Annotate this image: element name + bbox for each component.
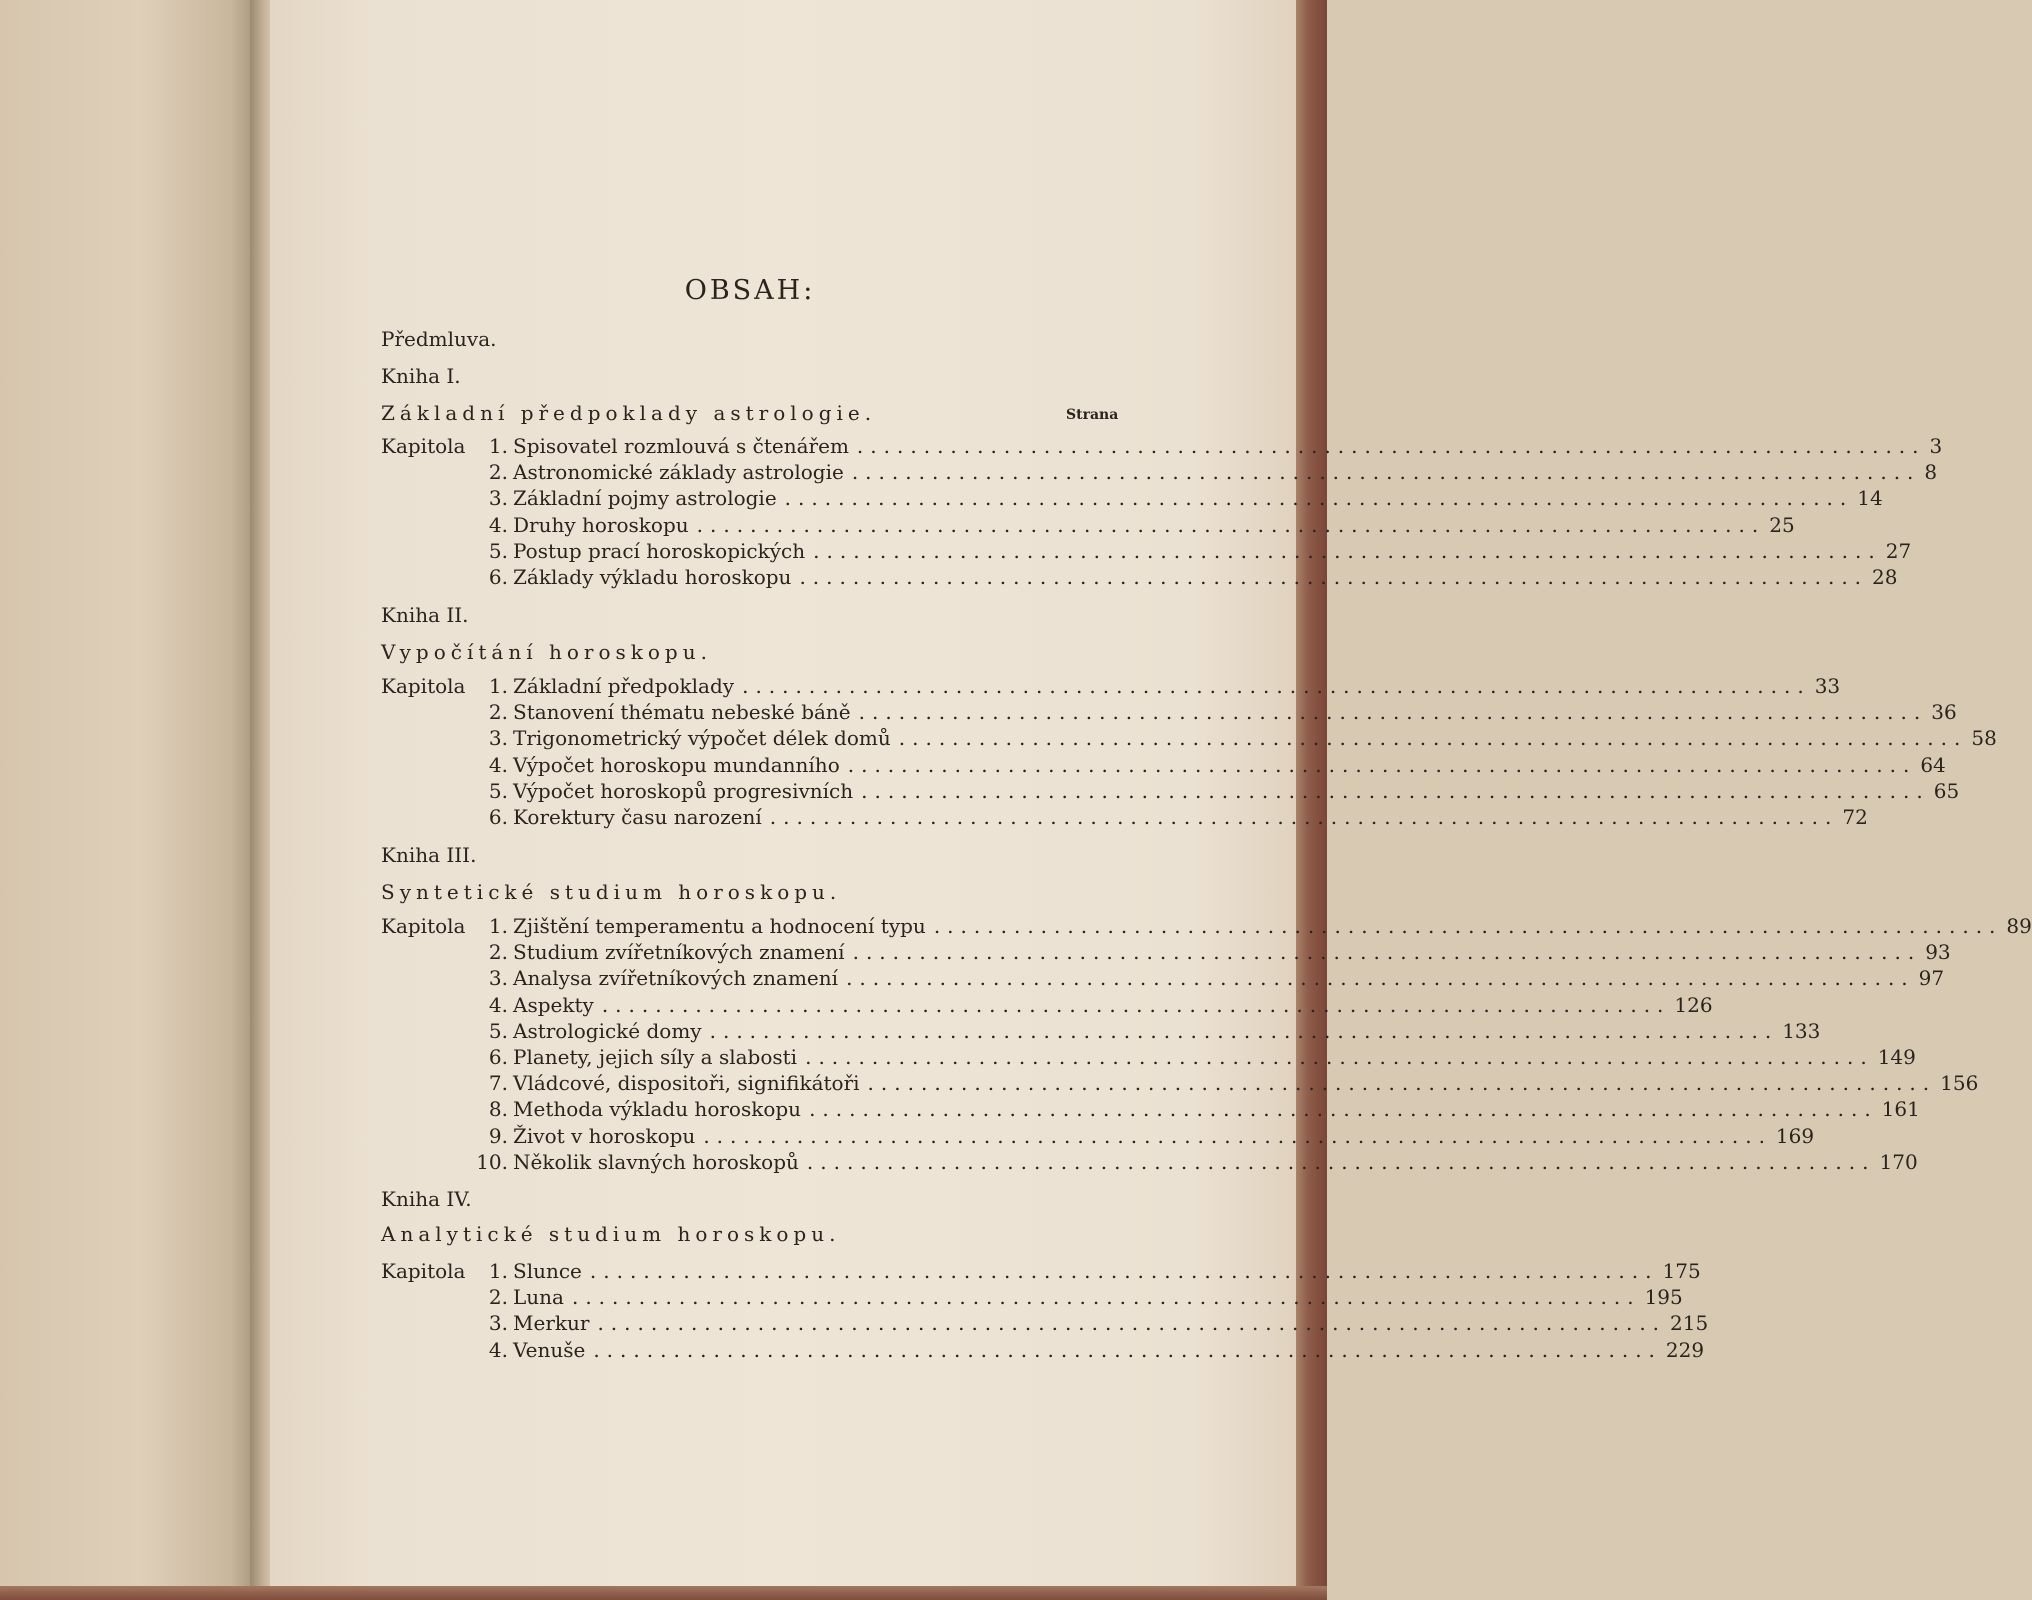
chapter-row	[381, 805, 1868, 829]
chapter-page-number: 169	[1775, 1124, 1815, 1148]
chapter-row	[381, 1097, 1920, 1121]
chapter-row	[381, 1045, 1916, 1069]
chapter-entry	[513, 1019, 1821, 1043]
chapter-row	[381, 700, 1957, 724]
page-title: OBSAH:	[684, 275, 816, 306]
chapter-page-number: 97	[1918, 966, 1945, 990]
chapter-title: Merkur	[513, 1311, 590, 1335]
chapter-number: 6.	[488, 565, 508, 589]
dot-leader: ................................................................................	[589, 1259, 1659, 1283]
page-column-label: Strana	[1066, 407, 1119, 423]
chapter-number: 4.	[488, 753, 508, 777]
dot-leader: ................................................................................	[856, 434, 1926, 458]
dot-leader: ................................................................................	[809, 1097, 1878, 1121]
chapter-row	[381, 753, 1946, 777]
chapter-page-number: 58	[1971, 726, 1997, 750]
chapter-page-number: 215	[1670, 1311, 1709, 1335]
chapter-title: Planety, jejich síly a slabosti	[513, 1045, 798, 1069]
dot-leader: ................................................................................	[813, 539, 1882, 563]
chapter-title: Základy výkladu horoskopu	[513, 565, 792, 589]
dot-leader: ................................................................................	[742, 674, 1811, 698]
chapter-entry	[513, 753, 1946, 777]
chapter-title: Methoda výkladu horoskopu	[513, 1097, 802, 1121]
chapter-page-number: 149	[1877, 1045, 1916, 1069]
chapter-page-number: 72	[1842, 805, 1868, 829]
dot-leader: ................................................................................	[858, 700, 1928, 724]
dot-leader: ................................................................................	[593, 1338, 1662, 1362]
chapter-page-number: 89	[2006, 914, 2032, 938]
chapter-title: Několik slavných horoskopů	[513, 1150, 799, 1174]
chapter-entry	[513, 726, 1997, 750]
chapter-page-number: 93	[1925, 940, 1951, 964]
chapter-title: Aspekty	[513, 993, 594, 1017]
book-subtitle: Základní předpoklady astrologie.	[381, 401, 877, 425]
chapter-row	[381, 940, 1951, 964]
chapter-entry	[513, 486, 1883, 510]
chapter-page-number: 126	[1674, 993, 1713, 1017]
chapter-entry	[513, 1124, 1815, 1148]
chapter-entry	[513, 674, 1841, 698]
book-subtitle: Vypočítání horoskopu.	[381, 640, 712, 664]
chapter-entry	[513, 940, 1951, 964]
chapter-number: 5.	[488, 1019, 508, 1043]
dot-leader: ................................................................................	[805, 1045, 1874, 1069]
chapter-prefix: Kapitola	[381, 914, 466, 938]
chapter-entry	[513, 1045, 1916, 1069]
chapter-page-number: 133	[1782, 1019, 1821, 1043]
dot-leader: ................................................................................	[933, 914, 2003, 938]
chapter-prefix: Kapitola	[381, 1259, 466, 1283]
chapter-entry	[513, 779, 1960, 803]
chapter-entry	[513, 434, 1943, 458]
chapter-number: 3.	[488, 966, 508, 990]
chapter-page-number: 33	[1814, 674, 1841, 698]
chapter-entry	[513, 1071, 1979, 1095]
chapter-prefix: Kapitola	[381, 674, 466, 698]
chapter-entry	[513, 700, 1957, 724]
chapter-page-number: 195	[1644, 1285, 1683, 1309]
chapter-number: 2.	[488, 1285, 508, 1309]
chapter-row	[381, 726, 1997, 750]
chapter-row	[381, 1071, 1979, 1095]
chapter-row	[381, 434, 1943, 458]
dot-leader: ................................................................................	[571, 1285, 1641, 1309]
chapter-row	[381, 674, 1841, 698]
chapter-entry	[513, 1311, 1709, 1335]
chapter-page-number: 161	[1881, 1097, 1920, 1121]
dot-leader: ................................................................................	[597, 1311, 1667, 1335]
dot-leader: ................................................................................	[696, 513, 1766, 537]
chapter-number: 3.	[488, 486, 508, 510]
chapter-number: 9.	[488, 1124, 508, 1148]
chapter-row	[381, 1124, 1815, 1148]
chapter-prefix: Kapitola	[381, 434, 466, 458]
dot-leader: ................................................................................	[847, 753, 1917, 777]
dot-leader: ................................................................................	[898, 726, 1968, 750]
dot-leader: ................................................................................	[769, 805, 1839, 829]
dot-leader: ................................................................................	[799, 565, 1869, 589]
chapter-page-number: 170	[1879, 1150, 1918, 1174]
chapter-title: Analysa zvířetníkových znamení	[513, 966, 839, 990]
chapter-row	[381, 460, 1938, 484]
chapter-title: Spisovatel rozmlouvá s čtenářem	[513, 434, 849, 458]
chapter-page-number: 25	[1769, 513, 1795, 537]
chapter-title: Výpočet horoskopu mundanního	[513, 753, 840, 777]
chapter-page-number: 3	[1929, 434, 1943, 458]
chapter-entry	[513, 966, 1945, 990]
chapter-row	[381, 539, 1912, 563]
chapter-row	[381, 513, 1795, 537]
chapter-entry	[513, 1259, 1701, 1283]
chapter-number: 4.	[488, 513, 508, 537]
chapter-row	[381, 486, 1883, 510]
chapter-number: 3.	[488, 1311, 508, 1335]
chapter-row	[381, 1019, 1821, 1043]
preface-heading: Předmluva.	[381, 327, 497, 351]
chapter-title: Základní pojmy astrologie	[513, 486, 777, 510]
chapter-title: Trigonometrický výpočet délek domů	[513, 726, 891, 750]
chapter-number: 7.	[488, 1071, 508, 1095]
chapter-entry	[513, 1285, 1683, 1309]
chapter-title: Stanovení thématu nebeské báně	[513, 700, 851, 724]
chapter-row	[381, 565, 1898, 589]
chapter-number: 1.	[488, 434, 508, 458]
chapter-row	[381, 1311, 1709, 1335]
chapter-number: 6.	[488, 805, 508, 829]
chapter-number: 5.	[488, 539, 508, 563]
chapter-entry	[513, 1097, 1920, 1121]
chapter-number: 4.	[488, 1338, 508, 1362]
chapter-entry	[513, 460, 1938, 484]
chapter-entry	[513, 993, 1713, 1017]
chapter-title: Druhy horoskopu	[513, 513, 689, 537]
chapter-title: Život v horoskopu	[513, 1124, 696, 1148]
chapter-row	[381, 1285, 1683, 1309]
chapter-row	[381, 914, 2032, 938]
chapter-page-number: 65	[1933, 779, 1960, 803]
chapter-entry	[513, 565, 1898, 589]
dot-leader: ................................................................................	[703, 1124, 1772, 1148]
chapter-number: 2.	[488, 700, 508, 724]
chapter-number: 5.	[488, 779, 508, 803]
chapter-page-number: 229	[1665, 1338, 1705, 1362]
chapter-number: 4.	[488, 993, 508, 1017]
chapter-number: 8.	[488, 1097, 508, 1121]
chapter-page-number: 64	[1920, 753, 1946, 777]
dot-leader: ................................................................................	[709, 1019, 1779, 1043]
chapter-entry	[513, 805, 1868, 829]
chapter-number: 1.	[488, 1259, 508, 1283]
chapter-entry	[513, 539, 1912, 563]
book-subtitle: Analytické studium horoskopu.	[381, 1222, 841, 1246]
chapter-page-number: 27	[1885, 539, 1912, 563]
chapter-row	[381, 993, 1713, 1017]
chapter-title: Základní předpoklady	[513, 674, 735, 698]
chapter-entry	[513, 1338, 1705, 1362]
chapter-row	[381, 1338, 1705, 1362]
chapter-title: Studium zvířetníkových znamení	[513, 940, 845, 964]
left-page	[0, 0, 256, 1600]
chapter-entry	[513, 1150, 1918, 1174]
chapter-entry	[513, 914, 2032, 938]
chapter-number: 1.	[488, 674, 508, 698]
chapter-row	[381, 779, 1960, 803]
chapter-title: Zjištění temperamentu a hodnocení typu	[513, 914, 926, 938]
chapter-number: 10.	[476, 1150, 508, 1174]
chapter-page-number: 28	[1872, 565, 1898, 589]
chapter-page-number: 14	[1857, 486, 1883, 510]
chapter-row	[381, 1150, 1918, 1174]
chapter-page-number: 36	[1931, 700, 1957, 724]
book-label: Kniha IV.	[381, 1187, 472, 1211]
dot-leader: ................................................................................	[846, 966, 1915, 990]
chapter-title: Slunce	[513, 1259, 582, 1283]
chapter-row	[381, 966, 1945, 990]
chapter-title: Korektury času narození	[513, 805, 762, 829]
chapter-title: Výpočet horoskopů progresivních	[513, 779, 854, 803]
chapter-title: Postup prací horoskopických	[513, 539, 806, 563]
dot-leader: ................................................................................	[867, 1071, 1937, 1095]
chapter-page-number: 156	[1940, 1071, 1979, 1095]
chapter-row	[381, 1259, 1701, 1283]
chapter-title: Vládcové, dispositoři, signifikátoři	[513, 1071, 860, 1095]
dot-leader: ................................................................................	[851, 460, 1921, 484]
bottom-edge	[0, 1586, 1327, 1600]
book-label: Kniha I.	[381, 364, 461, 388]
chapter-number: 1.	[488, 914, 508, 938]
chapter-title: Astronomické základy astrologie	[513, 460, 844, 484]
book-subtitle: Syntetické studium horoskopu.	[381, 880, 842, 904]
chapter-number: 6.	[488, 1045, 508, 1069]
chapter-page-number: 8	[1924, 460, 1938, 484]
chapter-entry	[513, 513, 1795, 537]
chapter-number: 2.	[488, 460, 508, 484]
dot-leader: ................................................................................	[806, 1150, 1876, 1174]
dot-leader: ................................................................................	[601, 993, 1671, 1017]
dot-leader: ................................................................................	[784, 486, 1854, 510]
book-label: Kniha III.	[381, 843, 477, 867]
chapter-title: Venuše	[513, 1338, 586, 1362]
dot-leader: ................................................................................	[861, 779, 1930, 803]
chapter-title: Luna	[513, 1285, 564, 1309]
chapter-title: Astrologické domy	[513, 1019, 702, 1043]
dot-leader: ................................................................................	[852, 940, 1922, 964]
chapter-page-number: 175	[1662, 1259, 1701, 1283]
chapter-number: 2.	[488, 940, 508, 964]
book-label: Kniha II.	[381, 603, 469, 627]
chapter-number: 3.	[488, 726, 508, 750]
